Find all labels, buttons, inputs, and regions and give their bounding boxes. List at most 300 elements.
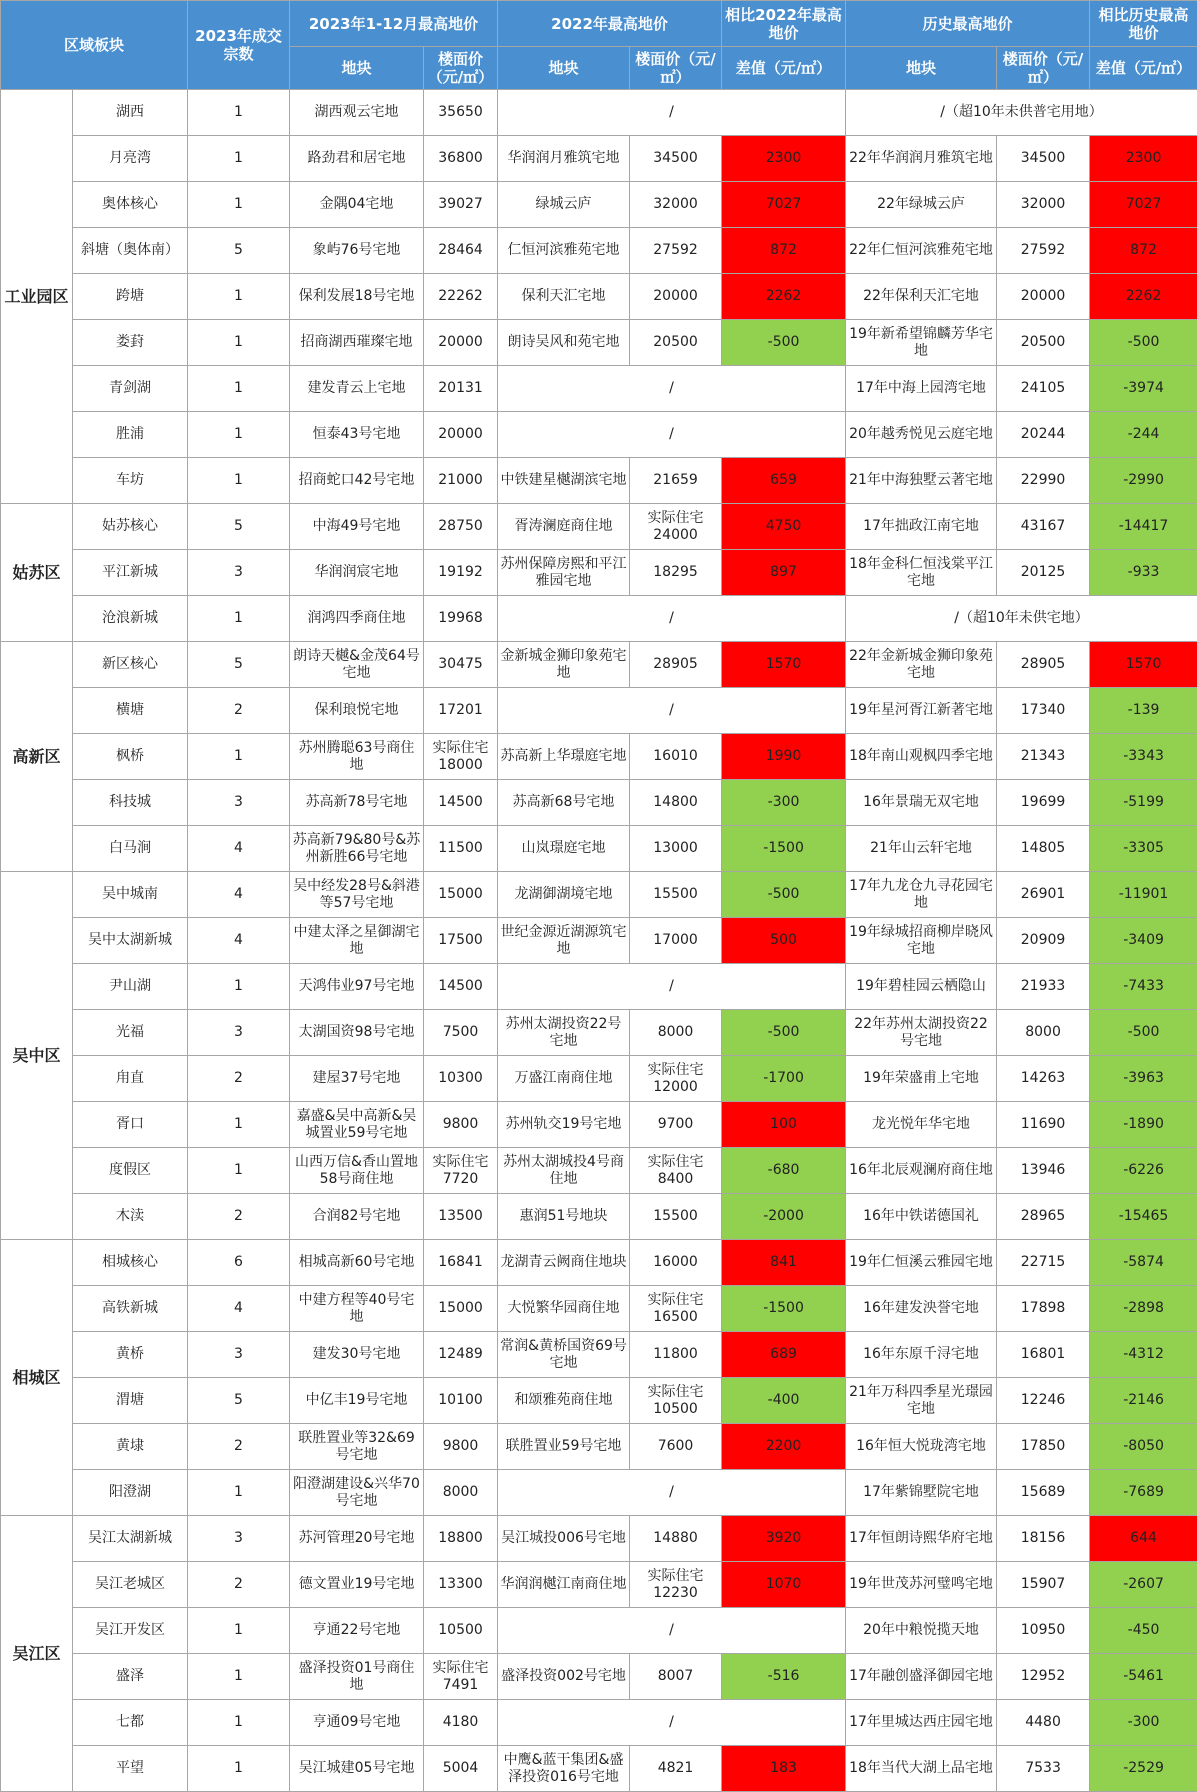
plot-2022: 苏州太湖投资22号宅地 (498, 1010, 630, 1056)
diff-history: -15465 (1090, 1194, 1197, 1240)
price-2022: 15500 (630, 872, 722, 918)
plot-2023: 湖西观云宅地 (290, 90, 424, 136)
deal-count: 5 (188, 228, 290, 274)
deal-count: 1 (188, 1654, 290, 1700)
sub-area: 跨塘 (73, 274, 188, 320)
plot-2023: 盛泽投资01号商住地 (290, 1654, 424, 1700)
price-2023: 5004 (424, 1746, 498, 1792)
header-deals: 2023年成交宗数 (188, 1, 290, 90)
price-2023: 19192 (424, 550, 498, 596)
plot-history: 16年景瑞无双宅地 (846, 780, 997, 826)
diff-history: -2990 (1090, 458, 1197, 504)
sub-area: 尹山湖 (73, 964, 188, 1010)
diff-2022: 659 (722, 458, 846, 504)
price-history: 12246 (997, 1378, 1090, 1424)
price-history: 20909 (997, 918, 1090, 964)
deal-count: 1 (188, 90, 290, 136)
deal-count: 1 (188, 136, 290, 182)
price-history: 21343 (997, 734, 1090, 780)
diff-history: -2898 (1090, 1286, 1197, 1332)
sub-area: 娄葑 (73, 320, 188, 366)
price-2022: 实际住宅12000 (630, 1056, 722, 1102)
price-2023: 10500 (424, 1608, 498, 1654)
plot-2022: 山岚璟庭宅地 (498, 826, 630, 872)
plot-history: 19年星河胥江新著宅地 (846, 688, 997, 734)
diff-history: -3343 (1090, 734, 1197, 780)
plot-history: 16年恒大悦珑湾宅地 (846, 1424, 997, 1470)
diff-2022: 1570 (722, 642, 846, 688)
sub-area: 胜浦 (73, 412, 188, 458)
plot-2022: 龙湖御湖境宅地 (498, 872, 630, 918)
price-history: 22990 (997, 458, 1090, 504)
diff-history: -3409 (1090, 918, 1197, 964)
price-history: 15689 (997, 1470, 1090, 1516)
price-history: 20500 (997, 320, 1090, 366)
district-name: 高新区 (1, 642, 73, 872)
merged-2022: / (498, 90, 846, 136)
diff-history: 872 (1090, 228, 1197, 274)
diff-2022: 1070 (722, 1562, 846, 1608)
table-row (1, 780, 1197, 826)
district-name: 姑苏区 (1, 504, 73, 642)
price-2023: 11500 (424, 826, 498, 872)
plot-2022: 华润润樾江南商住地 (498, 1562, 630, 1608)
plot-2023: 路劲君和居宅地 (290, 136, 424, 182)
header-area: 区域板块 (1, 1, 188, 90)
diff-2022: -500 (722, 1010, 846, 1056)
diff-2022: -500 (722, 320, 846, 366)
header-vs-history: 相比历史最高地价 (1090, 1, 1197, 47)
diff-2022: 4750 (722, 504, 846, 550)
merged-history: /（超10年未供宅地） (846, 596, 1197, 642)
table-row (1, 1516, 1197, 1562)
price-2023: 4180 (424, 1700, 498, 1746)
diff-2022: 841 (722, 1240, 846, 1286)
merged-2022: / (498, 688, 846, 734)
table-row (1, 688, 1197, 734)
price-2022: 13000 (630, 826, 722, 872)
price-2022: 21659 (630, 458, 722, 504)
price-history: 18156 (997, 1516, 1090, 1562)
header-plot-2022: 地块 (498, 47, 630, 90)
price-history: 22715 (997, 1240, 1090, 1286)
table-row (1, 1010, 1197, 1056)
deal-count: 1 (188, 1746, 290, 1792)
table-row (1, 872, 1197, 918)
price-history: 7533 (997, 1746, 1090, 1792)
diff-2022: 2300 (722, 136, 846, 182)
price-2023: 20000 (424, 412, 498, 458)
table-row (1, 550, 1197, 596)
merged-2022: / (498, 366, 846, 412)
price-2022: 9700 (630, 1102, 722, 1148)
deal-count: 1 (188, 1148, 290, 1194)
price-history: 15907 (997, 1562, 1090, 1608)
plot-2022: 中铁建星樾湖滨宅地 (498, 458, 630, 504)
price-2023: 17201 (424, 688, 498, 734)
price-2023: 15000 (424, 1286, 498, 1332)
table-row (1, 1562, 1197, 1608)
plot-2023: 山西万信&香山置地58号商住地 (290, 1148, 424, 1194)
price-history: 17898 (997, 1286, 1090, 1332)
diff-history: -11901 (1090, 872, 1197, 918)
price-2022: 32000 (630, 182, 722, 228)
table-row (1, 1424, 1197, 1470)
sub-area: 吴江太湖新城 (73, 1516, 188, 1562)
price-history: 21933 (997, 964, 1090, 1010)
plot-2023: 恒泰43号宅地 (290, 412, 424, 458)
deal-count: 2 (188, 688, 290, 734)
deal-count: 6 (188, 1240, 290, 1286)
diff-history: -4312 (1090, 1332, 1197, 1378)
price-2022: 20000 (630, 274, 722, 320)
plot-2023: 招商湖西璀璨宅地 (290, 320, 424, 366)
header-vs-2022: 相比2022年最高地价 (722, 1, 846, 47)
price-2023: 8000 (424, 1470, 498, 1516)
diff-2022: -1500 (722, 1286, 846, 1332)
price-history: 4480 (997, 1700, 1090, 1746)
merged-2022: / (498, 1700, 846, 1746)
price-2022: 18295 (630, 550, 722, 596)
diff-history: -2146 (1090, 1378, 1197, 1424)
table-row (1, 412, 1197, 458)
plot-2022: 世纪金源近湖源筑宅地 (498, 918, 630, 964)
deal-count: 5 (188, 504, 290, 550)
plot-history: 22年仁恒河滨雅苑宅地 (846, 228, 997, 274)
price-2022: 15500 (630, 1194, 722, 1240)
plot-2023: 太湖国资98号宅地 (290, 1010, 424, 1056)
diff-history: -139 (1090, 688, 1197, 734)
price-history: 14805 (997, 826, 1090, 872)
price-2022: 8007 (630, 1654, 722, 1700)
plot-history: 龙光悦年华宅地 (846, 1102, 997, 1148)
deal-count: 3 (188, 1516, 290, 1562)
plot-2023: 苏高新78号宅地 (290, 780, 424, 826)
merged-2022: / (498, 1608, 846, 1654)
header-diff-2022: 差值（元/㎡） (722, 47, 846, 90)
price-2022: 16000 (630, 1240, 722, 1286)
deal-count: 1 (188, 1470, 290, 1516)
plot-2023: 中建方程等40号宅地 (290, 1286, 424, 1332)
diff-history: 2262 (1090, 274, 1197, 320)
table-row (1, 1056, 1197, 1102)
merged-history: /（超10年未供普宅用地） (846, 90, 1197, 136)
plot-history: 22年金新城金狮印象苑宅地 (846, 642, 997, 688)
plot-2022: 万盛江南商住地 (498, 1056, 630, 1102)
price-2023: 18800 (424, 1516, 498, 1562)
price-history: 20000 (997, 274, 1090, 320)
diff-history: 644 (1090, 1516, 1197, 1562)
diff-2022: -500 (722, 872, 846, 918)
table-row (1, 1240, 1197, 1286)
diff-history: -5199 (1090, 780, 1197, 826)
plot-2022: 吴江城投006号宅地 (498, 1516, 630, 1562)
diff-history: -500 (1090, 1010, 1197, 1056)
plot-history: 19年碧桂园云栖隐山 (846, 964, 997, 1010)
price-2023: 36800 (424, 136, 498, 182)
price-history: 10950 (997, 1608, 1090, 1654)
sub-area: 青剑湖 (73, 366, 188, 412)
plot-history: 16年建发泱誉宅地 (846, 1286, 997, 1332)
district-name: 工业园区 (1, 90, 73, 504)
merged-2022: / (498, 412, 846, 458)
diff-history: -2529 (1090, 1746, 1197, 1792)
diff-history: -244 (1090, 412, 1197, 458)
sub-area: 渭塘 (73, 1378, 188, 1424)
deal-count: 4 (188, 1286, 290, 1332)
table-row (1, 1470, 1197, 1516)
table-row (1, 320, 1197, 366)
deal-count: 3 (188, 780, 290, 826)
plot-history: 17年融创盛泽御园宅地 (846, 1654, 997, 1700)
price-2023: 14500 (424, 780, 498, 826)
deal-count: 5 (188, 642, 290, 688)
plot-2023: 中建太泽之星御湖宅地 (290, 918, 424, 964)
deal-count: 1 (188, 458, 290, 504)
deal-count: 4 (188, 872, 290, 918)
plot-2022: 龙湖青云阙商住地块 (498, 1240, 630, 1286)
sub-area: 吴江老城区 (73, 1562, 188, 1608)
diff-history: -500 (1090, 320, 1197, 366)
plot-2022: 绿城云庐 (498, 182, 630, 228)
merged-2022: / (498, 964, 846, 1010)
price-2023: 10300 (424, 1056, 498, 1102)
plot-2022: 盛泽投资002号宅地 (498, 1654, 630, 1700)
price-2022: 14800 (630, 780, 722, 826)
deal-count: 1 (188, 596, 290, 642)
table-row (1, 918, 1197, 964)
diff-2022: -2000 (722, 1194, 846, 1240)
plot-2022: 仁恒河滨雅苑宅地 (498, 228, 630, 274)
plot-history: 19年绿城招商柳岸晓风宅地 (846, 918, 997, 964)
plot-2023: 华润润宸宅地 (290, 550, 424, 596)
header-plot-history: 地块 (846, 47, 997, 90)
price-history: 17850 (997, 1424, 1090, 1470)
price-2023: 13500 (424, 1194, 498, 1240)
plot-history: 21年万科四季星光璟园宅地 (846, 1378, 997, 1424)
price-2022: 实际住宅16500 (630, 1286, 722, 1332)
district-name: 吴江区 (1, 1516, 73, 1792)
deal-count: 3 (188, 1332, 290, 1378)
sub-area: 平望 (73, 1746, 188, 1792)
table-row (1, 1378, 1197, 1424)
price-2023: 10100 (424, 1378, 498, 1424)
deal-count: 1 (188, 274, 290, 320)
diff-history: 2300 (1090, 136, 1197, 182)
header-2022: 2022年最高地价 (498, 1, 722, 47)
plot-2023: 联胜置业等32&69号宅地 (290, 1424, 424, 1470)
price-2022: 34500 (630, 136, 722, 182)
header-price-2023: 楼面价（元/㎡） (424, 47, 498, 90)
sub-area: 阳澄湖 (73, 1470, 188, 1516)
price-2022: 17000 (630, 918, 722, 964)
plot-history: 22年苏州太湖投资22号宅地 (846, 1010, 997, 1056)
price-history: 17340 (997, 688, 1090, 734)
deal-count: 4 (188, 826, 290, 872)
price-2023: 实际住宅7491 (424, 1654, 498, 1700)
plot-history: 16年中铁诺德国礼 (846, 1194, 997, 1240)
sub-area: 黄埭 (73, 1424, 188, 1470)
price-history: 27592 (997, 228, 1090, 274)
plot-2023: 亨通22号宅地 (290, 1608, 424, 1654)
sub-area: 度假区 (73, 1148, 188, 1194)
diff-history: -7433 (1090, 964, 1197, 1010)
sub-area: 吴江开发区 (73, 1608, 188, 1654)
sub-area: 木渎 (73, 1194, 188, 1240)
table-row (1, 1700, 1197, 1746)
price-2023: 16841 (424, 1240, 498, 1286)
price-history: 34500 (997, 136, 1090, 182)
price-2023: 15000 (424, 872, 498, 918)
table-row (1, 182, 1197, 228)
plot-2023: 中亿丰19号宅地 (290, 1378, 424, 1424)
price-2023: 35650 (424, 90, 498, 136)
sub-area: 吴中太湖新城 (73, 918, 188, 964)
price-2023: 9800 (424, 1424, 498, 1470)
price-2022: 16010 (630, 734, 722, 780)
plot-2022: 苏州轨交19号宅地 (498, 1102, 630, 1148)
deal-count: 3 (188, 550, 290, 596)
plot-2023: 润鸿四季商住地 (290, 596, 424, 642)
plot-history: 17年里城达西庄园宅地 (846, 1700, 997, 1746)
plot-history: 20年中粮悦揽天地 (846, 1608, 997, 1654)
plot-2023: 建屋37号宅地 (290, 1056, 424, 1102)
plot-2023: 吴中经发28号&斜港等57号宅地 (290, 872, 424, 918)
diff-2022: 897 (722, 550, 846, 596)
diff-2022: -400 (722, 1378, 846, 1424)
diff-2022: 1990 (722, 734, 846, 780)
header-price-history: 楼面价（元/㎡） (997, 47, 1090, 90)
diff-history: -1890 (1090, 1102, 1197, 1148)
deal-count: 1 (188, 182, 290, 228)
plot-history: 17年中海上园湾宅地 (846, 366, 997, 412)
price-history: 14263 (997, 1056, 1090, 1102)
plot-2023: 象屿76号宅地 (290, 228, 424, 274)
diff-2022: 7027 (722, 182, 846, 228)
diff-history: -7689 (1090, 1470, 1197, 1516)
sub-area: 盛泽 (73, 1654, 188, 1700)
diff-2022: 689 (722, 1332, 846, 1378)
diff-2022: -300 (722, 780, 846, 826)
plot-history: 18年当代大湖上品宅地 (846, 1746, 997, 1792)
plot-2022: 苏州保障房熙和平江雅园宅地 (498, 550, 630, 596)
plot-history: 19年荣盛甫上宅地 (846, 1056, 997, 1102)
deal-count: 1 (188, 964, 290, 1010)
diff-2022: -1500 (722, 826, 846, 872)
header-price-2022: 楼面价（元/㎡） (630, 47, 722, 90)
price-2022: 实际住宅8400 (630, 1148, 722, 1194)
deal-count: 3 (188, 1010, 290, 1056)
deal-count: 2 (188, 1424, 290, 1470)
merged-2022: / (498, 1470, 846, 1516)
plot-2023: 苏河管理20号宅地 (290, 1516, 424, 1562)
plot-2023: 亨通09号宅地 (290, 1700, 424, 1746)
plot-2022: 联胜置业59号宅地 (498, 1424, 630, 1470)
sub-area: 枫桥 (73, 734, 188, 780)
price-2022: 7600 (630, 1424, 722, 1470)
price-2023: 12489 (424, 1332, 498, 1378)
diff-history: -3974 (1090, 366, 1197, 412)
price-2023: 28750 (424, 504, 498, 550)
sub-area: 黄桥 (73, 1332, 188, 1378)
sub-area: 车坊 (73, 458, 188, 504)
diff-history: -933 (1090, 550, 1197, 596)
price-2023: 20000 (424, 320, 498, 366)
deal-count: 1 (188, 320, 290, 366)
table-row (1, 642, 1197, 688)
price-2023: 30475 (424, 642, 498, 688)
sub-area: 白马涧 (73, 826, 188, 872)
plot-2022: 金新城金狮印象苑宅地 (498, 642, 630, 688)
deal-count: 4 (188, 918, 290, 964)
deal-count: 2 (188, 1056, 290, 1102)
plot-history: 22年华润润月雅筑宅地 (846, 136, 997, 182)
plot-2022: 惠润51号地块 (498, 1194, 630, 1240)
plot-2022: 和颂雅苑商住地 (498, 1378, 630, 1424)
header-plot-2023: 地块 (290, 47, 424, 90)
diff-history: -450 (1090, 1608, 1197, 1654)
deal-count: 2 (188, 1562, 290, 1608)
district-name: 吴中区 (1, 872, 73, 1240)
diff-history: -14417 (1090, 504, 1197, 550)
sub-area: 新区核心 (73, 642, 188, 688)
price-2023: 21000 (424, 458, 498, 504)
plot-history: 21年中海独墅云著宅地 (846, 458, 997, 504)
plot-2023: 合润82号宅地 (290, 1194, 424, 1240)
sub-area: 光福 (73, 1010, 188, 1056)
price-history: 24105 (997, 366, 1090, 412)
diff-history: -2607 (1090, 1562, 1197, 1608)
plot-2022: 保利天汇宅地 (498, 274, 630, 320)
plot-history: 22年绿城云庐 (846, 182, 997, 228)
plot-history: 17年恒朗诗熙华府宅地 (846, 1516, 997, 1562)
plot-2023: 建发30号宅地 (290, 1332, 424, 1378)
sub-area: 湖西 (73, 90, 188, 136)
deal-count: 1 (188, 412, 290, 458)
diff-history: -3963 (1090, 1056, 1197, 1102)
table-row (1, 1102, 1197, 1148)
price-2022: 实际住宅24000 (630, 504, 722, 550)
sub-area: 斜塘（奥体南） (73, 228, 188, 274)
price-2022: 4821 (630, 1746, 722, 1792)
plot-history: 18年南山观枫四季宅地 (846, 734, 997, 780)
table-row (1, 1286, 1197, 1332)
price-history: 16801 (997, 1332, 1090, 1378)
plot-history: 21年山云轩宅地 (846, 826, 997, 872)
header-diff-history: 差值（元/㎡） (1090, 47, 1197, 90)
plot-2023: 嘉盛&吴中高新&吴城置业59号宅地 (290, 1102, 424, 1148)
diff-history: -300 (1090, 1700, 1197, 1746)
table-row (1, 1148, 1197, 1194)
diff-history: 1570 (1090, 642, 1197, 688)
plot-history: 16年北辰观澜府商住地 (846, 1148, 997, 1194)
table-row (1, 826, 1197, 872)
deal-count: 2 (188, 1194, 290, 1240)
plot-history: 19年世茂苏河璧鸣宅地 (846, 1562, 997, 1608)
table-body (1, 90, 1197, 1792)
sub-area: 甪直 (73, 1056, 188, 1102)
price-2022: 14880 (630, 1516, 722, 1562)
diff-2022: 2262 (722, 274, 846, 320)
plot-2022: 苏州太湖城投4号商住地 (498, 1148, 630, 1194)
plot-2023: 苏州腾聪63号商住地 (290, 734, 424, 780)
plot-2023: 阳澄湖建设&兴华70号宅地 (290, 1470, 424, 1516)
plot-history: 20年越秀悦见云庭宅地 (846, 412, 997, 458)
price-history: 20244 (997, 412, 1090, 458)
sub-area: 相城核心 (73, 1240, 188, 1286)
price-history: 43167 (997, 504, 1090, 550)
plot-2023: 保利琅悦宅地 (290, 688, 424, 734)
